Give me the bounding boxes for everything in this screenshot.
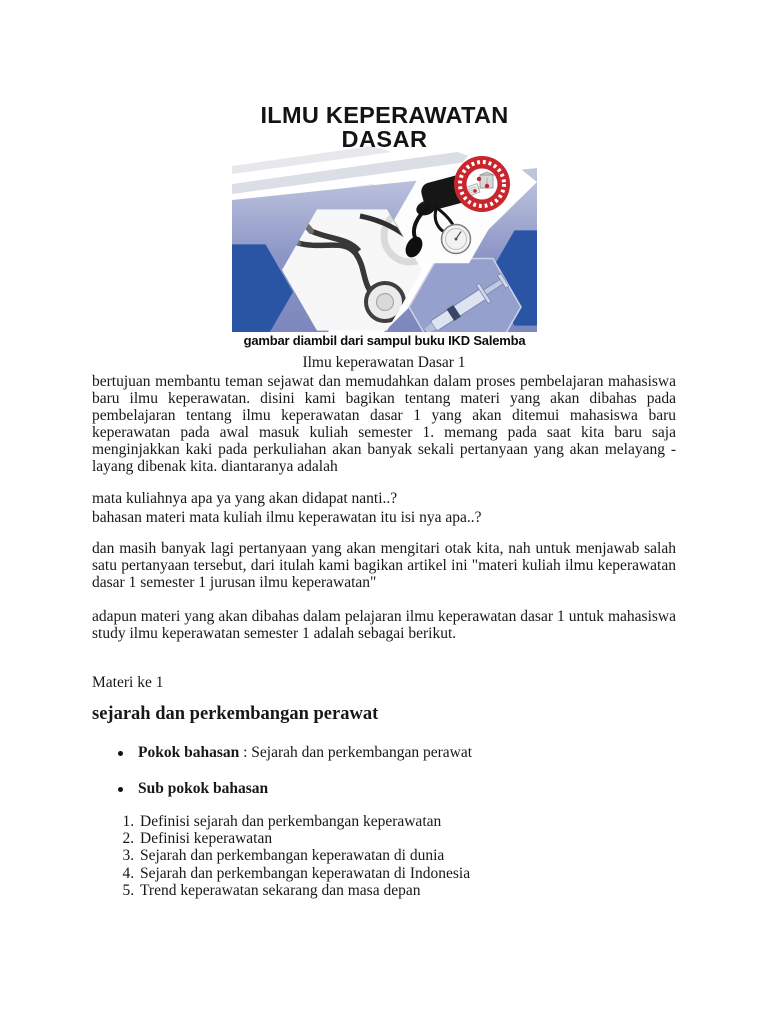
list-item: 4. Sejarah dan perkembangan keperawatan di Indonesia [138, 865, 678, 882]
bullet-label: Sub pokok bahasan [138, 780, 269, 797]
bullet-dot-icon [118, 751, 123, 756]
cover-graphic [232, 88, 537, 332]
cover-title-line1: ILMU KEPERAWATAN [260, 102, 509, 128]
list-item: 2. Definisi keperawatan [138, 830, 678, 847]
questions-block [92, 490, 676, 527]
bullet-item-sub-pokok-bahasan [92, 780, 676, 798]
cover-caption: gambar diambil dari sampul buku IKD Salemba [243, 333, 526, 348]
sub-topics-list [92, 813, 678, 899]
section-heading: sejarah dan perkembangan perawat [92, 704, 379, 724]
doc-title: Ilmu keperawatan Dasar 1 [302, 354, 466, 371]
bullet-label: Pokok bahasan [138, 744, 240, 761]
bullet-text: : Sejarah dan perkembangan perawat [239, 744, 473, 761]
bullet-dot-icon [118, 787, 123, 792]
list-item: 5. Trend keperawatan sekarang dan masa depan [138, 882, 678, 899]
bullet-item-pokok-bahasan [92, 744, 676, 762]
red-stamp-badge-icon [454, 156, 510, 212]
book-cover-image [232, 88, 537, 332]
materials-intro-paragraph: adapun materi yang akan dibahas dalam pelajaran ilmu keperawatan dasar 1 untuk mahasiswa study ilmu keperawatan semester 1 adalah sebagai berikut. [92, 608, 676, 642]
materi-label: Materi ke 1 [92, 674, 164, 691]
cover-title-line2: DASAR [341, 126, 428, 152]
question-line-2: bahasan materi mata kuliah ilmu keperawatan itu isi nya apa..? [92, 508, 482, 526]
answer-paragraph: dan masih banyak lagi pertanyaan yang akan mengitari otak kita, nah untuk menjawab salah satu pertanyaan tersebut, dari itulah kami bagikan artikel ini "materi kuliah ilmu keperawatan dasar 1 semester 1 jurusan ilmu keperawatan" [92, 540, 676, 591]
list-item: 1. Definisi sejarah dan perkembangan keperawatan [138, 813, 678, 830]
list-item: 3. Sejarah dan perkembangan keperawatan di dunia [138, 847, 678, 864]
intro-paragraph: bertujuan membantu teman sejawat dan memudahkan dalam proses pembelajaran mahasiswa baru ilmu keperawatan. disini kami bagikan tentang materi yang akan dibahas pada pembelajaran tentang ilmu keperawatan dasar 1 yang akan ditemui mahasiswa baru keperawatan pada awal masuk kuliah semester 1. memang pada saat kita baru saja menginjakkan kaki pada perkuliahan akan banyak sekali pertanyaan yang akan melayang - layang dibenak kita. diantaranya adalah [92, 373, 676, 475]
question-line-1: mata kuliahnya apa ya yang akan didapat nanti..? [92, 490, 398, 507]
